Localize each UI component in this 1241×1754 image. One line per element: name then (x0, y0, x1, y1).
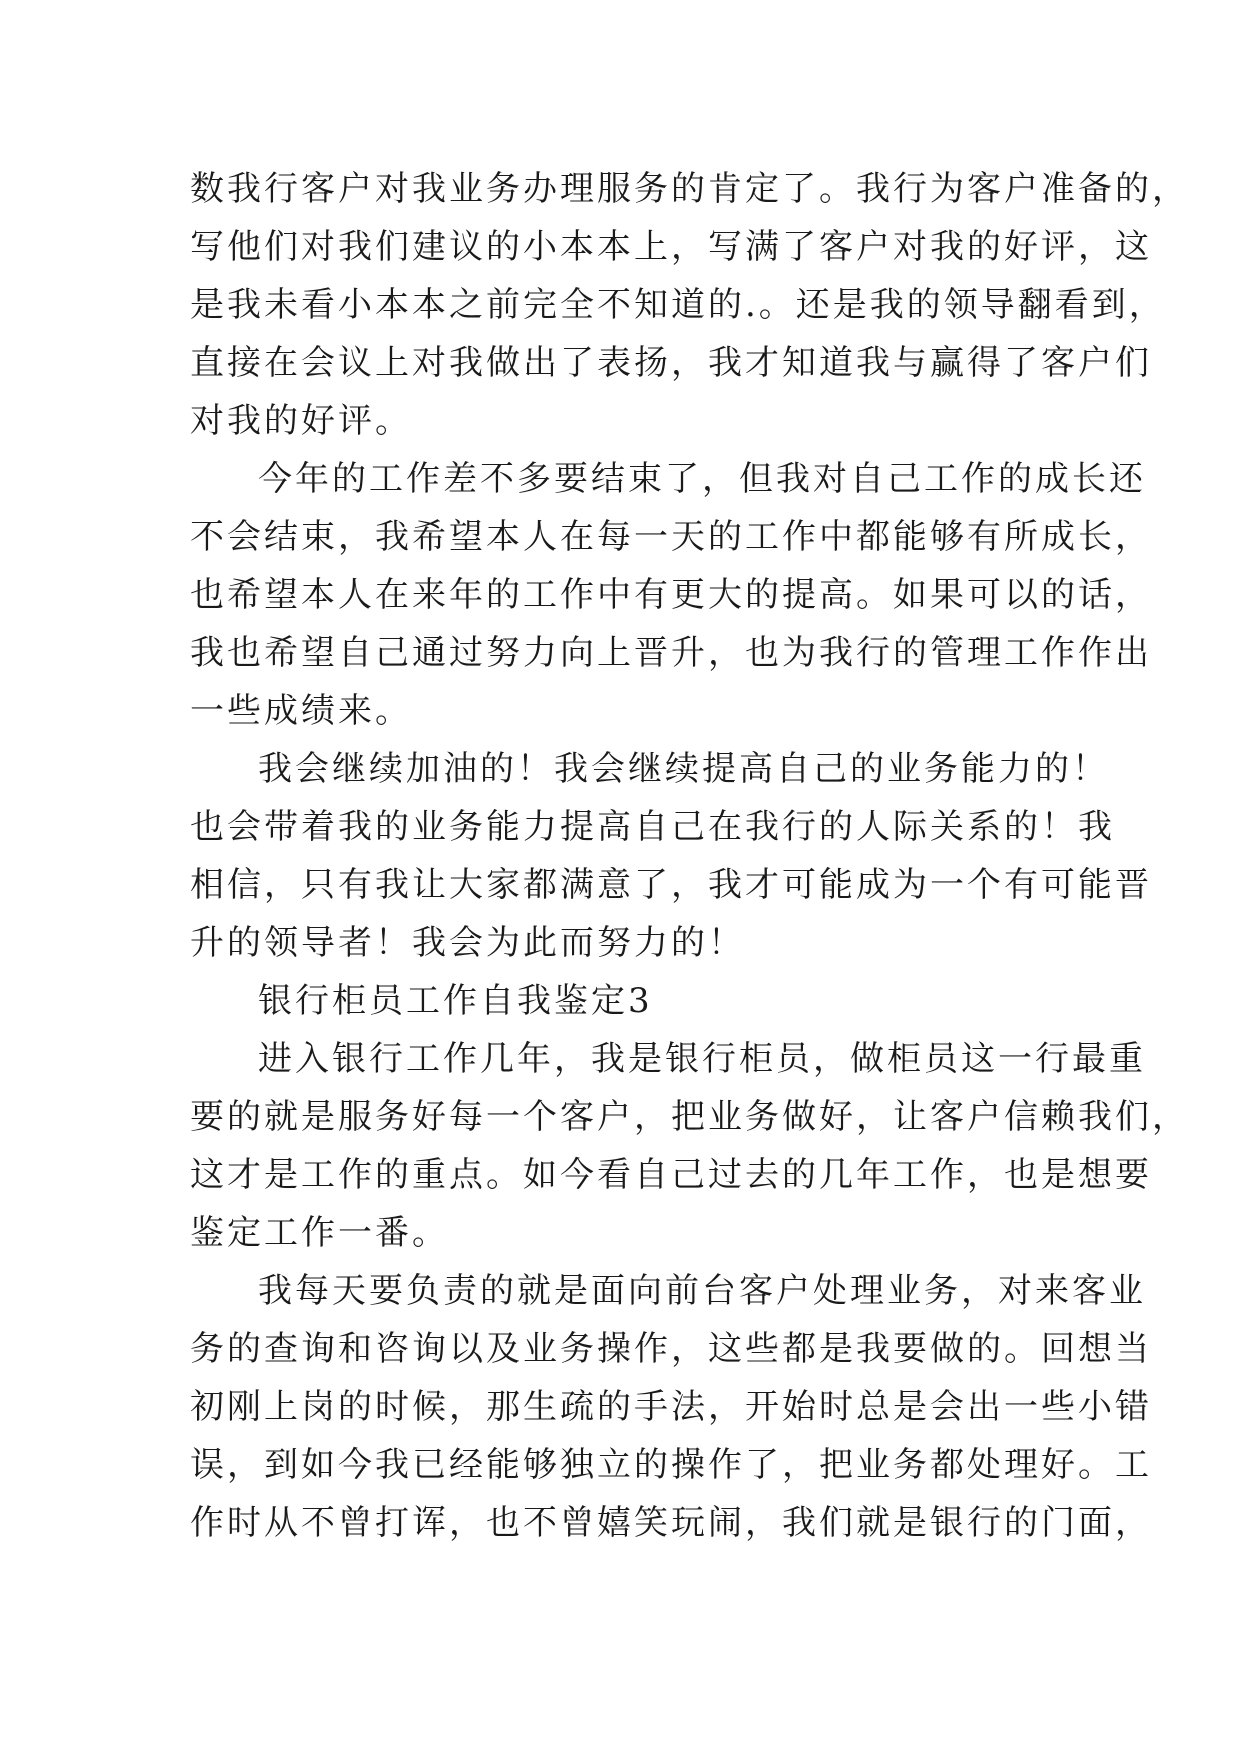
paragraph-first-line: 银行柜员工作自我鉴定3 (258, 981, 653, 1021)
text-line: 是我未看小本本之前完全不知道的.。还是我的领导翻看到， (190, 285, 1166, 325)
text-line: 数我行客户对我业务办理服务的肯定了。我行为客户准备的， (190, 169, 1189, 209)
text-line: 这才是工作的重点。如今看自己过去的几年工作，也是想要 (190, 1155, 1152, 1195)
text-line: 对我的好评。 (190, 401, 412, 441)
paragraph-first-line: 我会继续加油的！我会继续提高自己的业务能力的！ (258, 749, 1109, 789)
text-line: 作时从不曾打诨，也不曾嬉笑玩闹，我们就是银行的门面， (190, 1503, 1152, 1543)
text-line: 相信，只有我让大家都满意了，我才可能成为一个有可能晋 (190, 865, 1152, 905)
text-line: 写他们对我们建议的小本本上，写满了客户对我的好评，这 (190, 227, 1152, 267)
text-line: 也会带着我的业务能力提高自己在我行的人际关系的！我 (190, 807, 1115, 847)
text-line: 升的领导者！我会为此而努力的！ (190, 923, 745, 963)
paragraph-first-line: 今年的工作差不多要结束了，但我对自己工作的成长还 (258, 459, 1146, 499)
body-text (190, 160, 1189, 1552)
text-line: 务的查询和咨询以及业务操作，这些都是我要做的。回想当 (190, 1329, 1152, 1369)
text-line: 直接在会议上对我做出了表扬，我才知道我与赢得了客户们 (190, 343, 1152, 383)
text-line: 误，到如今我已经能够独立的操作了，把业务都处理好。工 (190, 1445, 1152, 1485)
text-line: 一些成绩来。 (190, 691, 412, 731)
paragraph-first-line: 我每天要负责的就是面向前台客户处理业务，对来客业 (258, 1271, 1146, 1311)
text-line: 初刚上岗的时候，那生疏的手法，开始时总是会出一些小错 (190, 1387, 1152, 1427)
text-line: 我也希望自己通过努力向上晋升，也为我行的管理工作作出 (190, 633, 1152, 673)
text-line: 不会结束，我希望本人在每一天的工作中都能够有所成长， (190, 517, 1152, 557)
paragraph-first-line: 进入银行工作几年，我是银行柜员，做柜员这一行最重 (258, 1039, 1146, 1079)
text-line: 也希望本人在来年的工作中有更大的提高。如果可以的话， (190, 575, 1152, 615)
text-line: 鉴定工作一番。 (190, 1213, 449, 1253)
text-line: 要的就是服务好每一个客户，把业务做好，让客户信赖我们， (190, 1097, 1189, 1137)
